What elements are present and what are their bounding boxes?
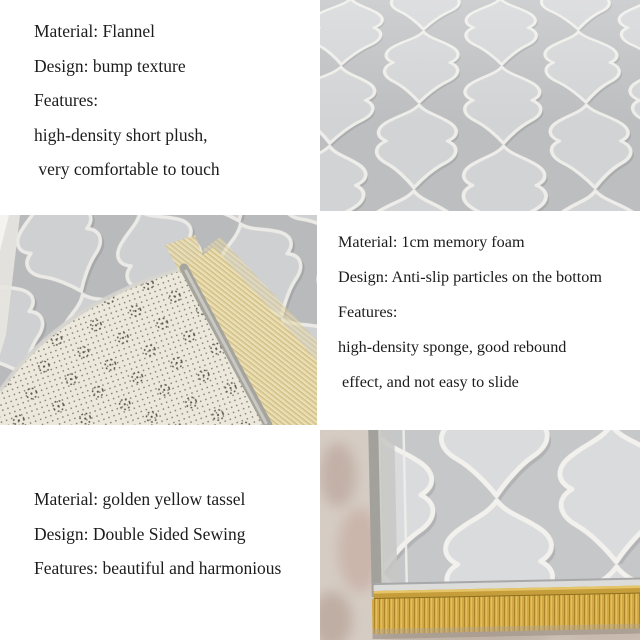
rug-texture-svg [320, 0, 640, 211]
spec-line-design: Design: Anti-slip particles on the bottom [338, 268, 602, 286]
spec-panel-flannel [0, 0, 320, 211]
spec-line-features: Features: beautiful and harmonious [34, 558, 282, 578]
rug-corner [368, 430, 640, 639]
spec-line-design: Design: bump texture [34, 55, 186, 76]
tassel-fringe [372, 585, 640, 634]
rug-texture-photo [320, 0, 640, 211]
spec-line-features: Features: [338, 303, 398, 321]
spec-line-material: Material: Flannel [34, 21, 156, 41]
spec-panel-tassel [0, 430, 320, 640]
spec-line-feature-1: high-density sponge, good rebound [338, 338, 567, 356]
rug-trellis-pattern [320, 0, 640, 211]
spec-line-feature-2: effect, and not easy to slide [338, 373, 519, 391]
spec-line-material: Material: golden yellow tassel [34, 489, 246, 509]
rug-texture-perspective [320, 0, 640, 211]
rug-backing-svg [0, 215, 317, 425]
rug-trellis-pattern [380, 430, 640, 597]
spec-panel-flannel-text [0, 0, 320, 187]
spec-line-features: Features: [34, 90, 99, 110]
spec-line-feature-2: very comfortable to touch [34, 159, 220, 179]
spec-line-material: Material: 1cm memory foam [338, 233, 525, 251]
spec-line-design: Design: Double Sided Sewing [34, 523, 246, 544]
rug-backing-photo [0, 215, 317, 425]
spec-line-feature-1: high-density short plush, [34, 124, 208, 145]
rug-tassel-photo [320, 430, 640, 640]
rug-tassel-svg [320, 430, 640, 640]
spec-panel-tassel-text [0, 430, 320, 586]
spec-panel-memory-foam [320, 215, 640, 425]
spec-panel-memory-foam-text [320, 215, 640, 400]
